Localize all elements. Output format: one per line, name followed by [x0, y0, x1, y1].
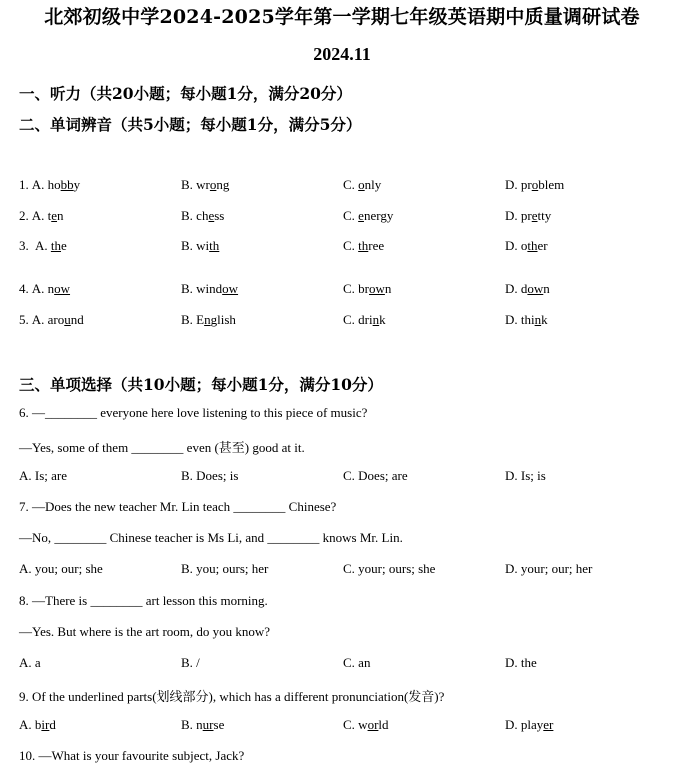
phonics-4-option-d-text-end: n [543, 281, 550, 296]
phonics-3-option-d [505, 238, 548, 254]
phonics-5-option-a [19, 312, 84, 328]
question-8-line-1: 8. —There is ________ art lesson this morning. [19, 593, 268, 608]
phonics-1-option-a [19, 177, 80, 193]
question-6-option-a: A. Is; are [19, 468, 68, 483]
phonics-4-option-d-text: D. d [505, 281, 528, 296]
phonics-2-option-a-text: n [57, 208, 64, 223]
phonics-2-number: 2. [19, 208, 29, 223]
phonics-3-option-c-underlined-part: th [358, 238, 369, 253]
question-9-option-b-text: B. n [181, 717, 203, 732]
question-9-option-d [505, 717, 553, 733]
phonics-2-option-d [505, 208, 551, 224]
phonics-3-option-a-text: e [61, 238, 67, 253]
phonics-2-option-d-text: D. pr [505, 208, 532, 223]
question-6-option-c: C. Does; are [343, 468, 408, 483]
phonics-1-number: 1. [19, 177, 29, 192]
question-9-option-a-text: A. b [19, 717, 42, 732]
phonics-5-option-b-text-end: glish [210, 312, 236, 327]
phonics-1-option-d-text-end: blem [538, 177, 565, 192]
phonics-5-number: 5. [19, 312, 29, 327]
phonics-2-option-b [181, 208, 224, 224]
question-9-line-1: 9. Of the underlined parts(划线部分), which has a different pronunciation(发音)? [19, 689, 445, 704]
question-7-option-d: D. your; our; her [505, 561, 593, 576]
phonics-1-option-b-underlined-part: o [209, 177, 217, 192]
phonics-5-option-a-text: nd [70, 312, 84, 327]
question-9-option-a-underlined-part: ir [41, 717, 50, 732]
question-6-option-b: B. Does; is [181, 468, 239, 483]
phonics-1-option-d-text: D. pr [505, 177, 532, 192]
phonics-3-option-c-text-end: ree [368, 238, 385, 253]
phonics-4-number: 4. [19, 281, 29, 296]
question-7-line-2: —No, ________ Chinese teacher is Ms Li, and ________ knows Mr. Lin. [19, 530, 403, 545]
phonics-2-option-a-underlined-part: e [51, 208, 58, 223]
question-9-option-d-underlined-part: er [543, 717, 554, 732]
phonics-1-option-c-text: C. [343, 177, 359, 192]
phonics-4-option-b [181, 281, 238, 297]
phonics-1-option-c-underlined-part: o [358, 177, 365, 192]
section-listening: 一、听力（共20小题；每小题1分，满分20分） [19, 84, 352, 103]
question-9-option-d-text: D. play [505, 717, 544, 732]
phonics-3-option-b [181, 238, 219, 254]
phonics-2-option-c-underlined-part: e [358, 208, 364, 223]
phonics-3-option-a-underlined-part: th [50, 238, 62, 253]
phonics-2-option-c [343, 208, 393, 224]
phonics-1-option-a-text: A. ho [31, 177, 61, 192]
question-7-option-b: B. you; ours; her [181, 561, 269, 576]
question-7-option-c: C. your; ours; she [343, 561, 436, 576]
phonics-5-option-a-text: A. aro [31, 312, 65, 327]
phonics-4-option-b-underlined-part: ow [222, 281, 239, 296]
phonics-4-option-b-text: B. wind [181, 281, 223, 296]
phonics-4-option-a-text: A. n [31, 281, 55, 296]
phonics-5-option-b-text: B. E [181, 312, 205, 327]
question-8-option-d: D. the [505, 655, 537, 670]
phonics-1-option-b [181, 177, 229, 193]
phonics-1-option-d-underlined-part: o [531, 177, 539, 192]
phonics-3-option-d-text: D. o [505, 238, 528, 253]
phonics-4-option-c-underlined-part: ow [369, 281, 385, 296]
question-8-option-a: A. a [19, 655, 41, 670]
phonics-5-option-a-underlined-part: u [64, 312, 71, 327]
phonics-5-option-c [343, 312, 386, 328]
exam-title: 北郊初级中学2024-2025学年第一学期七年级英语期中质量调研试卷 [44, 6, 640, 28]
phonics-3-option-d-underlined-part: th [527, 238, 538, 253]
question-9-option-b [181, 717, 224, 733]
question-10-line-1: 10. —What is your favourite subject, Jack? [19, 748, 245, 763]
question-6-line-2: —Yes, some of them ________ even (甚至) good at it. [19, 440, 305, 455]
phonics-5-option-d-text-end: k [541, 312, 548, 327]
question-8-option-b: B. / [181, 655, 200, 670]
phonics-3-option-a-text: A. [35, 238, 51, 253]
phonics-1-option-c [343, 177, 381, 193]
question-6-option-d: D. Is; is [505, 468, 546, 483]
phonics-5-option-b-underlined-part: n [204, 312, 211, 327]
phonics-3-option-c [343, 238, 384, 254]
phonics-4-option-d [505, 281, 550, 297]
phonics-3-option-b-underlined-part: th [209, 238, 220, 253]
question-9-option-a-text-end: d [49, 717, 56, 732]
phonics-3-option-c-text: C. [343, 238, 359, 253]
question-9-option-b-text-end: se [213, 717, 225, 732]
question-8-line-2: —Yes. But where is the art room, do you know? [19, 624, 271, 639]
phonics-3-option-b-text: B. wi [181, 238, 210, 253]
phonics-5-option-c-text-end: k [379, 312, 386, 327]
section-phonics: 二、单词辨音（共5小题；每小题1分，满分5分） [19, 115, 362, 134]
phonics-5-option-b [181, 312, 236, 328]
phonics-2-option-d-text-end: tty [537, 208, 552, 223]
phonics-2-option-d-underlined-part: e [531, 208, 538, 223]
phonics-1-option-a-text: y [73, 177, 81, 192]
phonics-5-option-c-text: C. dri [343, 312, 373, 327]
phonics-1-option-a-underlined-part: bb [60, 177, 74, 192]
phonics-2-option-a-text: A. t [31, 208, 52, 223]
phonics-2-option-b-text: B. ch [181, 208, 209, 223]
phonics-4-option-c-text: C. br [343, 281, 369, 296]
phonics-5-option-d [505, 312, 548, 328]
phonics-3-number: 3. [19, 238, 32, 253]
question-7-line-1: 7. —Does the new teacher Mr. Lin teach ________ Chinese? [19, 499, 337, 514]
phonics-4-option-a [19, 281, 70, 297]
exam-date: 2024.11 [313, 44, 371, 64]
phonics-1-option-b-text: B. wr [181, 177, 210, 192]
question-9-option-b-underlined-part: ur [202, 717, 214, 732]
phonics-3-option-a [19, 238, 67, 254]
phonics-4-option-c-text-end: n [384, 281, 392, 296]
question-8-option-c: C. an [343, 655, 371, 670]
phonics-1-option-b-text-end: ng [216, 177, 230, 192]
phonics-2-option-c-text-end: nergy [363, 208, 394, 223]
phonics-4-option-d-underlined-part: ow [527, 281, 544, 296]
question-6-line-1: 6. —________ everyone here love listening to this piece of music? [19, 405, 368, 420]
question-7-option-a: A. you; our; she [19, 561, 103, 576]
phonics-5-option-c-underlined-part: n [372, 312, 380, 327]
phonics-2-option-b-text-end: ss [214, 208, 225, 223]
phonics-4-option-c [343, 281, 391, 297]
phonics-2-option-c-text: C. [343, 208, 359, 223]
phonics-1-option-c-text-end: nly [364, 177, 382, 192]
question-9-option-a [19, 717, 56, 733]
phonics-3-option-d-text-end: er [537, 238, 548, 253]
question-9-option-c-underlined-part: or [367, 717, 379, 732]
section-single-choice: 三、单项选择（共10小题；每小题1分，满分10分） [19, 375, 383, 394]
phonics-2-option-a [19, 208, 64, 224]
question-9-option-c-text-end: ld [378, 717, 389, 732]
phonics-5-option-d-text: D. thi [505, 312, 535, 327]
question-9-option-c-text: C. w [343, 717, 368, 732]
phonics-1-option-d [505, 177, 564, 193]
phonics-5-option-d-underlined-part: n [534, 312, 542, 327]
phonics-2-option-b-underlined-part: e [208, 208, 215, 223]
phonics-4-option-a-underlined-part: ow [54, 281, 71, 296]
question-9-option-c [343, 717, 389, 733]
